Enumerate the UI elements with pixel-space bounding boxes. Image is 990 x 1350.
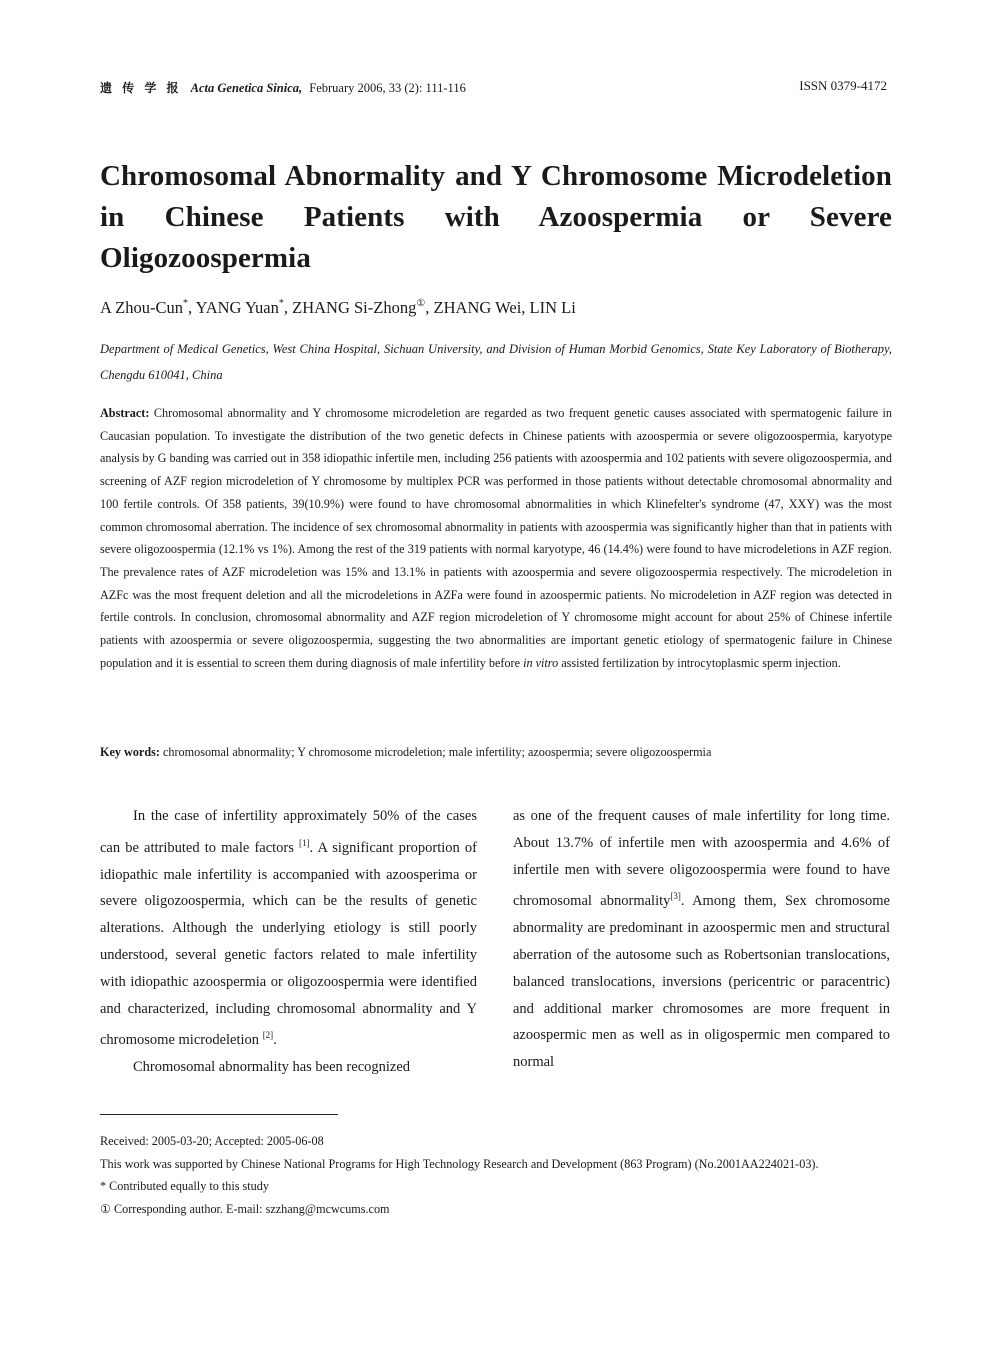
keywords [100,742,892,762]
issn: ISSN 0379-4172 [799,78,887,93]
journal-name-english: Acta Genetica Sinica, [190,81,303,95]
body-paragraph [100,803,477,1054]
author-list [100,298,576,318]
footnotes [100,1130,892,1220]
keywords-text: chromosomal abnormality; Y chromosome microdeletion; male infertility; azoospermia; severe oligozoospermia [162,745,712,759]
issue-info: February 2006, 33 (2): 111-116 [309,81,466,95]
abstract-text: Chromosomal abnormality and Y chromosome microdeletion are regarded as two frequent genetic causes associated with spermatogenic failure in Caucasian population. To investigate the distribution of the two genetic defects in Chinese patients with azoospermia or severe oligozoospermia, karyotype analysis by G banding was carried out in 358 idiopathic infertile men, including 256 patients with azoospermia and 102 patients with severe oligozoospermia, and screening of AZF region microdeletion of Y chromosome by multiplex PCR was performed in those patients without detectable chromosomal abnormality and 100 fertile controls. Of 358 patients, 39(10.9%) were found to have chromosomal abnormalities in which Klinefelter's syndrome (47, XXY) was the most common chromosomal aberration. The incidence of sex chromosomal abnormality in patients with azoospermia was significantly higher than that in patients with severe oligozoospermia (12.1% vs 1%). Among the rest of the 319 patients with normal karyotype, 46 (14.4%) were found to have microdeletions in AZF region. The prevalence rates of AZF microdeletion was 15% and 13.1% in patients with azoospermia and severe oligozoospermia respectively. The microdeletion in AZFc was the most frequent deletion and all the microdeletions in AZFa were found in azoospermic patients. No microdeletion in AZF region was detected in fertile controls. In conclusion, chromosomal abnormality and AZF region microdeletion of Y chromosome might account for about 25% of Chinese infertile patients with azoospermia or severe oligozoospermia, suggesting the two abnormalities are important genetic etiology of spermatogenic failure in Chinese population and it is essential to screen them during diagnosis of male infertility before [100,406,893,670]
body-text: In the case of infertility approximately 50% of the cases can be attributed to male factors [100,808,477,856]
keywords-label: Key words: [100,745,160,759]
author: YANG Yuan [195,298,279,317]
citation: [3] [670,891,681,902]
author-separator: , [187,298,196,317]
corresponding-author-note: ① Corresponding author. E-mail: szzhang@mcwcums.com [100,1201,390,1216]
author-separator: , [425,298,434,317]
affiliation: Department of Medical Genetics, West China Hospital, Sichuan University, and Division of Human Morbid Genomics, State Key Laboratory of Biotherapy, Chengdu 610041, China [100,342,892,382]
funding-note: This work was supported by Chinese National Programs for High Technology Research and Development (863 Program) (No.2001AA224021-03). [100,1156,819,1171]
author: A Zhou-Cun [100,298,183,317]
author-mark: * [278,298,284,309]
received-dates: Received: 2005-03-20; Accepted: 2005-06-08 [100,1134,324,1148]
author-mark: ① [416,298,426,309]
body-column-left [100,803,477,1081]
body-paragraph [513,803,890,1076]
author-separator: , [283,298,293,317]
abstract-text-end: assisted fertilization by introcytoplasmic sperm injection. [561,655,841,670]
body-text: as one of the frequent causes of male infertility for long time. About 13.7% of infertile men with azoospermia and 4.6% of infertile men with severe oligozoospermia were found to have chromosomal abnormality [513,808,890,910]
citation: [1] [299,837,310,848]
footnote-divider [100,1114,338,1115]
paper-title: Chromosomal Abnormality and Y Chromosome Microdeletion in Chinese Patients with Azoospermia or Severe Oligozoospermia [100,160,892,274]
author: ZHANG Si-Zhong [292,298,417,317]
equal-contribution-note: * Contributed equally to this study [100,1179,269,1193]
abstract-italic: in vitro [523,655,559,670]
body-text: . Among them, Sex chromosome abnormality are predominant in azoospermic men and structural aberration of the autosome such as Robertsonian translocations, balanced translocations, inversions (pericentric or paracentric) and additional marker chromosomes are more frequent in azoospermic men as well as in oligospermic men compared to normal [513,893,890,1071]
body-text: . [273,1032,277,1049]
body-text: . A significant proportion of idiopathic male infertility is accompanied with azoosperima or severe oligozoospermia, which can be the results of genetic alterations. Although the underlying etiology is still poorly understood, several genetic factors related to male infertility with idiopathic azoospermia or oligozoospermia were identified and characterized, including chromosomal abnormality and Y chromosome microdeletion [100,839,477,1049]
abstract [100,402,892,674]
body-paragraph: Chromosomal abnormality has been recognized [133,1059,411,1076]
author: ZHANG Wei, LIN Li [433,298,576,317]
body-column-right [513,803,890,1076]
running-header [100,79,466,96]
journal-name-chinese: 遗 传 学 报 [100,81,182,95]
citation: [2] [262,1030,274,1041]
abstract-label: Abstract: [100,406,150,420]
author-mark: * [182,298,188,309]
